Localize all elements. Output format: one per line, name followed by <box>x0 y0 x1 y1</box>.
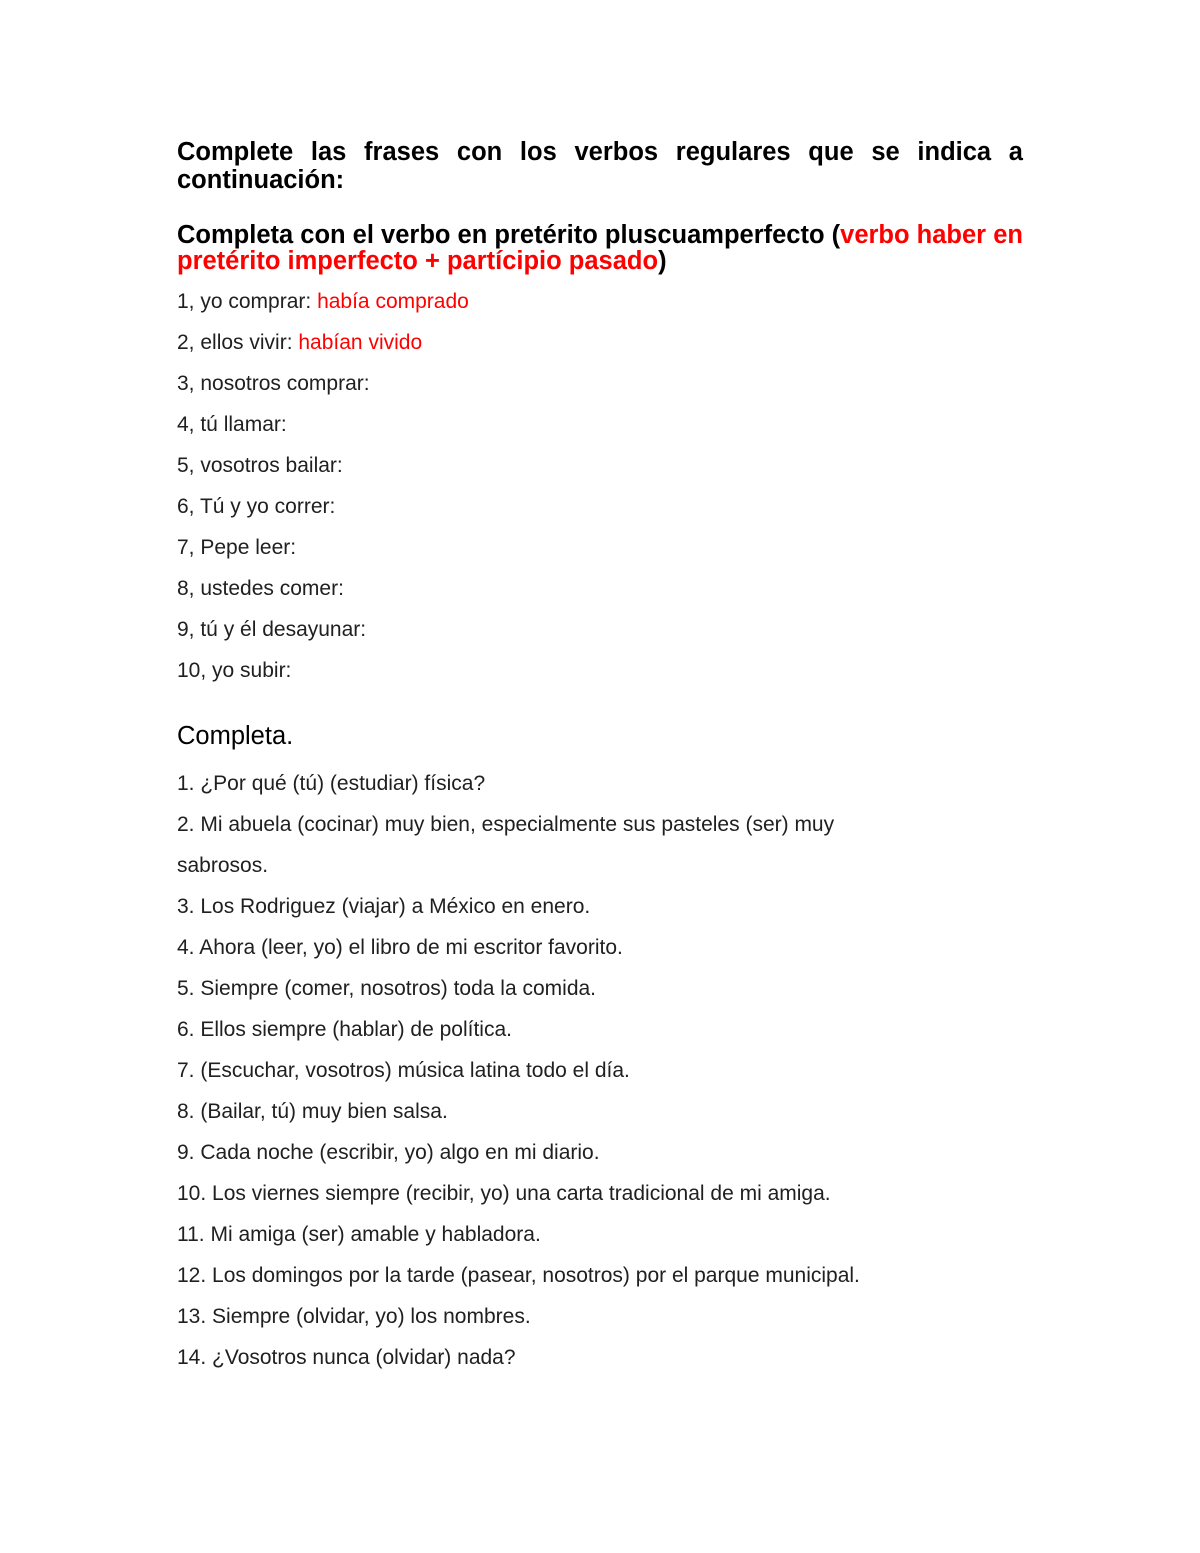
list-item <box>177 1223 1023 1247</box>
item-prompt: 9, tú y él desayunar: <box>177 618 367 641</box>
item-text: 13. Siempre (olvidar, yo) los nombres. <box>177 1305 531 1328</box>
item-answer: habían vivido <box>298 331 423 354</box>
list-item <box>177 772 1023 796</box>
list-item <box>177 536 469 577</box>
item-text: 3. Los Rodriguez (viajar) a México en enero. <box>177 895 591 918</box>
list-item <box>177 659 469 700</box>
item-text: 1. ¿Por qué (tú) (estudiar) física? <box>177 772 486 795</box>
item-prompt: 1, yo comprar: <box>177 290 318 313</box>
list-item <box>177 618 469 659</box>
list-item <box>177 1182 1023 1206</box>
item-text: 14. ¿Vosotros nunca (olvidar) nada? <box>177 1346 516 1369</box>
item-text: 9. Cada noche (escribir, yo) algo en mi diario. <box>177 1141 600 1164</box>
item-prompt: 4, tú llamar: <box>177 413 287 436</box>
list-item <box>177 1305 1023 1329</box>
list-item <box>177 331 469 372</box>
item-prompt: 6, Tú y yo correr: <box>177 495 336 518</box>
item-prompt: 7, Pepe leer: <box>177 536 297 559</box>
list-item <box>177 290 469 331</box>
list-item <box>177 1346 1023 1370</box>
document-title: Complete las frases con los verbos regulares que se indica a continuación: <box>177 138 1023 194</box>
item-text: 2. Mi abuela (cocinar) muy bien, especialmente sus pasteles (ser) muy <box>177 813 835 836</box>
list-item <box>177 577 469 618</box>
pluscuamperfecto-list <box>177 290 469 700</box>
completa-list <box>177 772 1023 1387</box>
item-prompt: 10, yo subir: <box>177 659 292 682</box>
list-item <box>177 495 469 536</box>
item-text: 12. Los domingos por la tarde (pasear, nosotros) por el parque municipal. <box>177 1264 860 1287</box>
list-item <box>177 813 1023 878</box>
list-item <box>177 454 469 495</box>
list-item <box>177 1100 1023 1124</box>
list-item <box>177 1059 1023 1083</box>
item-text: 10. Los viernes siempre (recibir, yo) una carta tradicional de mi amiga. <box>177 1182 831 1205</box>
item-text: 11. Mi amiga (ser) amable y habladora. <box>177 1223 541 1246</box>
list-item <box>177 413 469 454</box>
item-text-continuation: sabrosos. <box>177 854 269 877</box>
item-text: 4. Ahora (leer, yo) el libro de mi escritor favorito. <box>177 936 623 959</box>
list-item <box>177 1264 1023 1288</box>
item-prompt: 5, vosotros bailar: <box>177 454 343 477</box>
section2-heading: Completa. <box>177 722 294 750</box>
item-text: 6. Ellos siempre (hablar) de política. <box>177 1018 512 1041</box>
item-text: 5. Siempre (comer, nosotros) toda la comida. <box>177 977 597 1000</box>
list-item <box>177 895 1023 919</box>
list-item <box>177 1141 1023 1165</box>
list-item <box>177 1018 1023 1042</box>
list-item <box>177 936 1023 960</box>
item-text: 8. (Bailar, tú) muy bien salsa. <box>177 1100 448 1123</box>
item-answer: había comprado <box>317 290 469 313</box>
list-item <box>177 977 1023 1001</box>
section1-heading <box>177 222 1023 274</box>
item-prompt: 2, ellos vivir: <box>177 331 299 354</box>
section1-heading-start: Completa con el verbo en pretérito pluscuamperfecto ( <box>177 221 841 249</box>
item-prompt: 8, ustedes comer: <box>177 577 344 600</box>
section1-heading-end: ) <box>658 247 667 275</box>
list-item <box>177 372 469 413</box>
item-text: 7. (Escuchar, vosotros) música latina todo el día. <box>177 1059 630 1082</box>
item-prompt: 3, nosotros comprar: <box>177 372 370 395</box>
section1-heading-red: verbo haber en pretérito imperfecto + partícipio pasado <box>177 221 1023 275</box>
